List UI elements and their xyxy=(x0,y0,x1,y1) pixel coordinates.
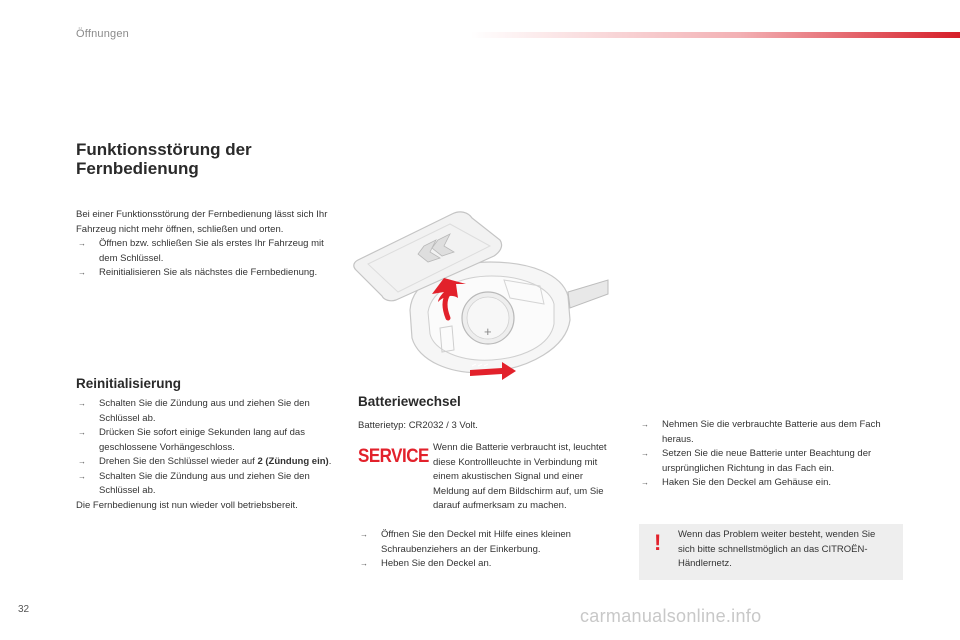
reinit-heading: Reinitialisierung xyxy=(76,376,182,391)
battery-steps-right xyxy=(639,418,907,491)
list-item: → Öffnen Sie den Deckel mit Hilfe eines kleinen Schraubenziehers an der Einkerbung. xyxy=(358,528,613,557)
watermark: carmanualsonline.info xyxy=(580,606,762,626)
warning-text: Wenn das Problem weiter besteht, wenden Sie sich bitte schnellstmöglich an das CITROËN-Händlernetz. xyxy=(678,529,876,569)
list-item: → Setzen Sie die neue Batterie unter Beachtung der ursprünglichen Richtung in das Fach ein. xyxy=(639,447,907,476)
battery-list-left xyxy=(358,528,613,572)
reinit-block xyxy=(76,397,346,513)
page-number: 32 xyxy=(18,604,30,615)
battery-type: Batterietyp: CR2032 / 3 Volt. xyxy=(358,420,478,431)
battery-heading: Batteriewechsel xyxy=(358,394,461,409)
page-title: Funktionsstörung der Fernbedienung xyxy=(76,140,252,178)
list-item: → Nehmen Sie die verbrauchte Batterie aus dem Fach heraus. xyxy=(639,418,907,447)
list-item: → Schalten Sie die Zündung aus und ziehen Sie den Schlüssel ab. xyxy=(76,397,346,426)
list-item: → Öffnen bzw. schließen Sie als erstes Ihr Fahrzeug mit dem Schlüssel. xyxy=(76,237,331,266)
intro-block xyxy=(76,208,331,281)
reinit-footer: Die Fernbedienung ist nun wieder voll betriebsbereit. xyxy=(76,499,298,511)
battery-steps-left xyxy=(358,528,613,572)
list-item xyxy=(76,455,346,470)
list-item-end: . xyxy=(328,456,332,467)
list-item-text: Drehen Sie den Schlüssel wieder auf xyxy=(99,456,258,467)
battery-list-right xyxy=(639,418,907,491)
service-text: Wenn die Batterie verbraucht ist, leuchtet diese Kontrollleuchte in Verbindung mit einem akustischen Signal und einer Meldung auf dem Bildschirm auf, um Sie darauf aufmerksam zu machen. xyxy=(433,442,607,511)
list-item: → Reinitialisieren Sie als nächstes die Fernbedienung. xyxy=(76,266,331,281)
service-warning-icon: SERVICE xyxy=(358,444,429,467)
list-item: → Haken Sie den Deckel am Gehäuse ein. xyxy=(639,476,907,491)
section-title: Öffnungen xyxy=(76,28,129,40)
list-item: → Heben Sie den Deckel an. xyxy=(358,557,613,572)
key-battery-illustration xyxy=(340,200,610,385)
header-accent-bar xyxy=(470,32,960,38)
battery-polarity-symbol: + xyxy=(484,324,492,339)
intro-text: Bei einer Funktionsstörung der Fernbedienung lässt sich Ihr Fahrzeug nicht mehr öffnen, schließen und orten. xyxy=(76,209,328,235)
intro-list xyxy=(76,237,331,281)
reinit-list xyxy=(76,397,346,499)
warning-icon: ! xyxy=(654,530,662,555)
list-item: → Drücken Sie sofort einige Sekunden lang auf das geschlossene Vorhängeschloss. xyxy=(76,426,346,455)
battery-cell xyxy=(462,292,514,344)
ignition-position: 2 (Zündung ein) xyxy=(257,456,329,467)
list-item: → Schalten Sie die Zündung aus und ziehen Sie den Schlüssel ab. xyxy=(76,470,346,499)
